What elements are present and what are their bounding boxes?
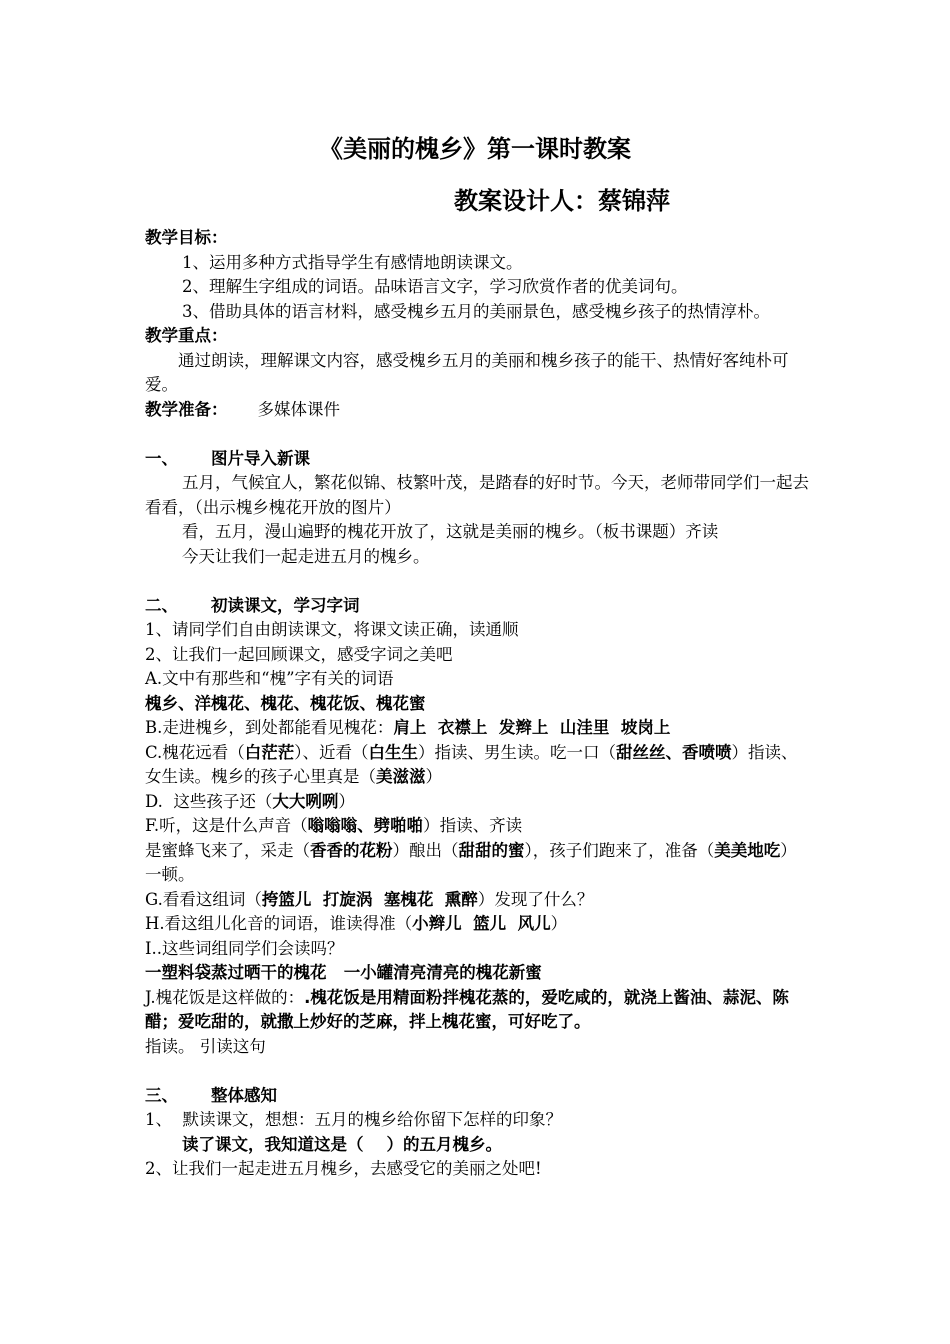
prep-line [145,398,810,423]
item-f2-text: ）酿出（ [392,840,459,860]
prep-heading: 教学准备： [145,399,228,419]
section-3-title: 整体感知 [211,1085,277,1105]
section-3-line-2: 2、让我们一起走进五月槐乡，去感受它的美丽之处吧! [145,1159,542,1178]
item-c-text: ）指读、女生读。槐乡的孩子心里真是（ [145,742,798,786]
item-d-text: D. 这些孩子还（ [145,791,273,811]
item-h-text: ） [550,914,568,933]
item-j-note: 指读。 引读这句 [145,1036,266,1056]
item-f [145,814,810,839]
section-2-line-1: 1、请同学们自由朗读课文，将课文读正确，读通顺 [145,620,519,639]
item-h-words: 小辫儿 篮儿 风儿 [412,914,551,933]
item-c [145,741,810,790]
spacer [145,569,810,594]
goal-item-1: 1、运用多种方式指导学生有感情地朗读课文。 [182,252,523,272]
section-3-line-1: 1、 默读课文，想想：五月的槐乡给你留下怎样的印象？ [145,1110,562,1129]
prep-text: 多媒体课件 [257,399,340,419]
item-c-text: ） [425,767,442,786]
item-f2-text: ）一顿。 [145,840,797,884]
item-c-text: ）指读、男生读。吃一口（ [418,742,617,762]
item-c-text: C.槐花远看（ [145,742,245,762]
item-d-word: 大大咧咧 [272,791,339,811]
item-c-text: ）、近看（ [294,742,369,762]
item-f-text: F.听，这是什么声音（ [145,816,308,835]
section-2-title: 初读课文，学习字词 [211,595,360,615]
item-b-words: 肩上 衣襟上 发辫上 山洼里 坡岗上 [393,718,671,737]
goal-item-2: 2、理解生字组成的词语。品味语言文字，学习欣赏作者的优美词句。 [182,277,688,296]
item-a-words: 槐乡、洋槐花、槐花、槐花饭、槐花蜜 [145,693,426,713]
item-d-text: ） [338,791,355,811]
section-3-heading [145,1084,810,1109]
item-f2-word: 香香的花粉 [310,840,393,860]
section-2-heading [145,594,810,619]
item-a: A.文中有那些和“槐”字有关的词语 [145,669,394,688]
item-b [145,716,810,741]
spacer [145,1059,810,1084]
item-f2-text: 是蜜蜂飞来了，采走（ [145,840,310,860]
item-f2-word: 美美地吃 [714,840,781,860]
item-g-text: ）发现了什么？ [477,889,594,909]
section-1-paragraph-3: 今天让我们一起走进五月的槐乡。 [182,546,430,566]
item-f-text: ）指读、齐读 [423,816,523,835]
goal-item-3: 3、借助具体的语言材料，感受槐乡五月的美丽景色，感受槐乡孩子的热情淳朴。 [182,301,770,321]
spacer [145,422,810,447]
section-2-line-2: 2、让我们一起回顾课文，感受字词之美吧 [145,644,453,664]
item-i-words: 一塑料袋蒸过晒干的槐花 一小罐清亮清亮的槐花新蜜 [145,963,542,982]
designer-line: 教案设计人：蔡锦萍 [454,187,670,215]
section-3-line-1b: 读了课文，我知道这是（ ）的五月槐乡。 [182,1134,502,1154]
section-1-title: 图片导入新课 [211,448,310,468]
section-1-paragraph-2: 看，五月，漫山遍野的槐花开放了，这就是美丽的槐乡。（板书课题）齐读 [182,522,719,541]
item-d [145,790,810,815]
item-c-word: 美滋滋 [376,767,426,786]
section-2-number: 二、 [145,595,178,615]
item-f-continued [145,839,810,888]
item-h-text: H.看这组儿化音的词语，谁读得准（ [145,914,413,933]
item-j-bold: .槐花饭是用精面粉拌槐花蒸的，爱吃咸的，就浇上酱油、蒜泥、陈醋；爱吃甜的，就撒上炒好的芝麻，拌上槐花蜜，可好吃了。 [145,987,789,1031]
item-f-word: 嗡嗡嗡、劈啪啪 [307,816,424,835]
focus-text: 通过朗读，理解课文内容，感受槐乡五月的美丽和槐乡孩子的能干、热情好客纯朴可爱。 [145,350,789,394]
item-g-words: 挎篮儿 打旋涡 塞槐花 熏醉 [261,889,478,909]
item-c-word: 甜丝丝、香喷喷 [616,742,732,762]
item-c-word: 白生生 [368,742,419,762]
focus-heading: 教学重点： [145,326,228,345]
item-g [145,888,810,913]
item-j [145,986,810,1035]
item-f2-text: ），孩子们跑来了，准备（ [524,840,715,860]
item-b-text: B.走进槐乡，到处都能看见槐花： [145,718,394,737]
item-c-word: 白茫茫 [244,742,295,762]
item-j-text: J.槐花饭是这样做的： [145,987,305,1007]
section-1-paragraph-1: 五月，气候宜人，繁花似锦、枝繁叶茂，是踏春的好时节。今天，老师带同学们一起去看看，（出示槐乡槐花开放的图片） [145,473,809,517]
item-g-text: G.看看这组词（ [145,889,262,909]
item-h [145,912,810,937]
document-title: 《美丽的槐乡》第一课时教案 [319,135,631,163]
item-f2-word: 甜甜的蜜 [458,840,525,860]
section-1-heading [145,447,810,472]
item-i: I..这些词组同学们会读吗？ [145,938,344,958]
section-3-number: 三、 [145,1085,178,1105]
goals-heading: 教学目标： [145,228,228,247]
document-body [145,226,810,1182]
section-1-number: 一、 [145,448,178,468]
